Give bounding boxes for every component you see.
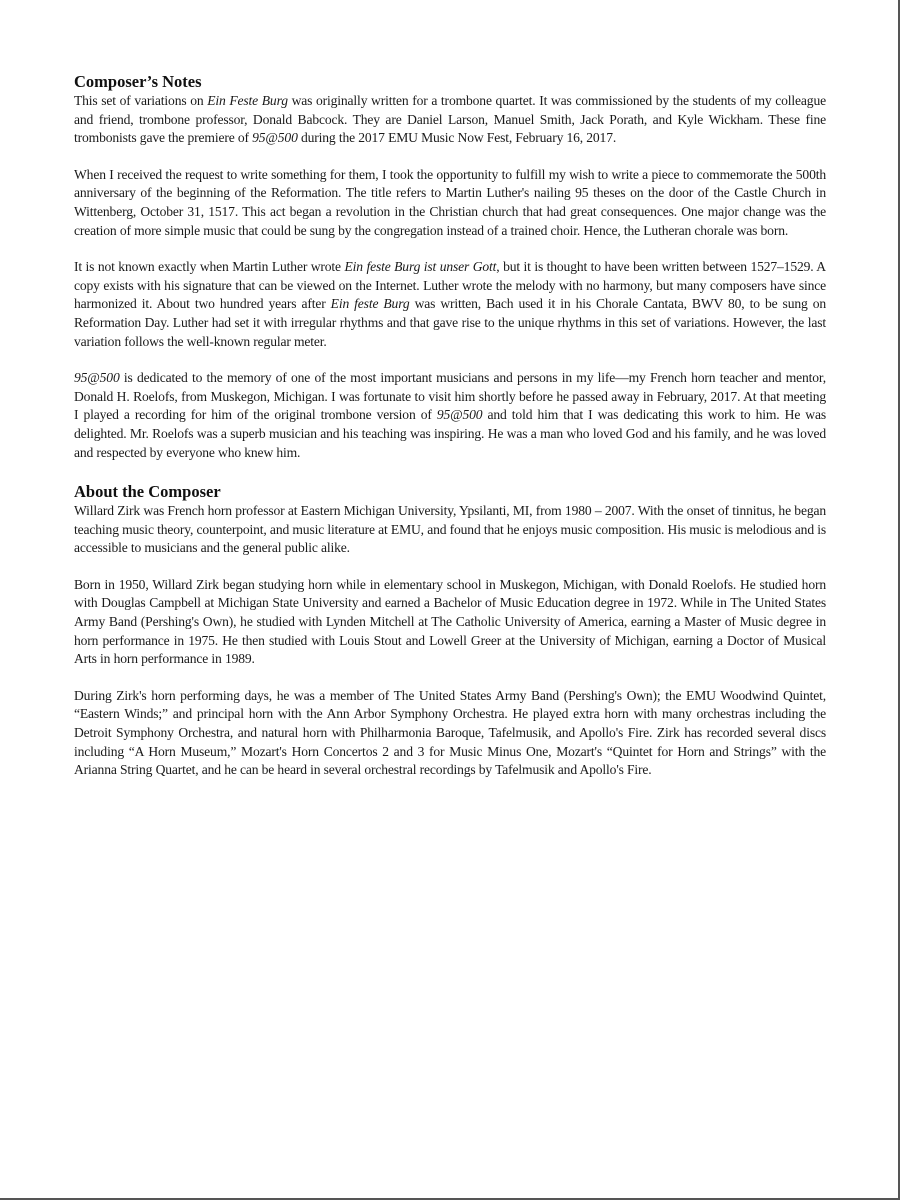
section-heading: Composer’s Notes [74, 72, 202, 91]
italic-title: 95@500 [252, 130, 298, 146]
document-content [74, 72, 826, 798]
paragraph: It is not known exactly when Martin Luther wrote Ein feste Burg ist unser Gott, but it is thought to have been written between 1527–1529. A copy exists with his signature that can be viewed on the Internet. Luther wrote the melody with no harmony, but many composers have since harmonized it. About two hundred years after Ein feste Burg was written, Bach used it in his Chorale Cantata, BWV 80, to be sung on Reformation Day. Luther had set it with irregular rhythms and that gave rise to the unique rhythms in this set of variations. However, the last variation follows the well-known regular meter. [74, 259, 827, 349]
paragraph: When I received the request to write something for them, I took the opportunity to fulfill my wish to write a piece to commemorate the 500th anniversary of the beginning of the Reformation. The title refers to Martin Luther's nailing 95 theses on the door of the Castle Church in Wittenberg, October 31, 1517. This act began a revolution in the Christian church that had great consequences. One major change was the creation of more simple music that could be sung by the congregation instead of a trained choir. Hence, the Lutheran chorale was born. [74, 166, 826, 238]
paragraph: During Zirk's horn performing days, he was a member of The United States Army Band (Pershing's Own); the EMU Woodwind Quintet, “Eastern Winds;” and principal horn with the Ann Arbor Symphony Orchestra. He played extra horn with many orchestras including the Detroit Symphony Orchestra, and natural horn with Philharmonia Baroque, Tafelmusik, and Apollo's Fire. Zirk has recorded several discs including “A Horn Museum,” Mozart's Horn Concertos 2 and 3 for Music Minus One, Mozart's “Quintet for Horn and Strings” with the Arianna String Quartet, and he can be heard in several orchestral recordings by Tafelmusik and Apollo's Fire. [74, 687, 826, 778]
paragraph: Born in 1950, Willard Zirk began studying horn while in elementary school in Muskegon, Michigan, with Donald Roelofs. He studied horn with Douglas Campbell at Michigan State University and earned a Bachelor of Music Education degree in 1972. While in The United States Army Band (Pershing's Own), he studied with Lynden Mitchell at The Catholic University of America, earning a Master of Music degree in horn performance in 1975. He then studied with Louis Stout and Lowell Greer at the University of Michigan, earning a Doctor of Musical Arts in horn performance in 1989. [74, 576, 826, 667]
composers-notes-section [74, 72, 826, 462]
italic-title: 95@500 [436, 407, 483, 423]
paragraph: 95@500 is dedicated to the memory of one of the most important musicians and persons in my life—my French horn teacher and mentor, Donald H. Roelofs, from Muskegon, Michigan. I was fortunate to visit him shortly before he passed away in February, 2017. At that meeting I played a recording for him of the original trombone version of 95@500 and told him that I was dedicating this work to him. He was delighted. Mr. Roelofs was a superb musician and his teaching was inspiring. He was a man who loved God and his family, and he was loved and respected by everyone who knew him. [74, 370, 826, 460]
about-composer-section [74, 482, 826, 780]
italic-title: Ein feste Burg [330, 296, 410, 312]
section-heading: About the Composer [74, 482, 221, 502]
italic-title: Ein Feste Burg [207, 93, 288, 108]
italic-title: Ein feste Burg ist unser Gott [344, 259, 497, 275]
italic-title: 95@500 [74, 370, 120, 386]
paragraph: Willard Zirk was French horn professor at Eastern Michigan University, Ypsilanti, MI, from 1980 – 2007. With the onset of tinnitus, he began teaching music theory, counterpoint, and music literature at EMU, and found that he enjoys music composition. His music is melodious and is accessible to musicians and the general public alike. [74, 503, 826, 556]
paragraph: This set of variations on Ein Feste Burg was originally written for a trombone quartet. It was commissioned by the students of my colleague and friend, trombone professor, Donald Babcock. They are Daniel Larson, Manuel Smith, Jack Porath, and Kyle Wickham. These fine trombonists gave the premiere of 95@500 during the 2017 EMU Music Now Fest, February 16, 2017. [74, 93, 826, 146]
